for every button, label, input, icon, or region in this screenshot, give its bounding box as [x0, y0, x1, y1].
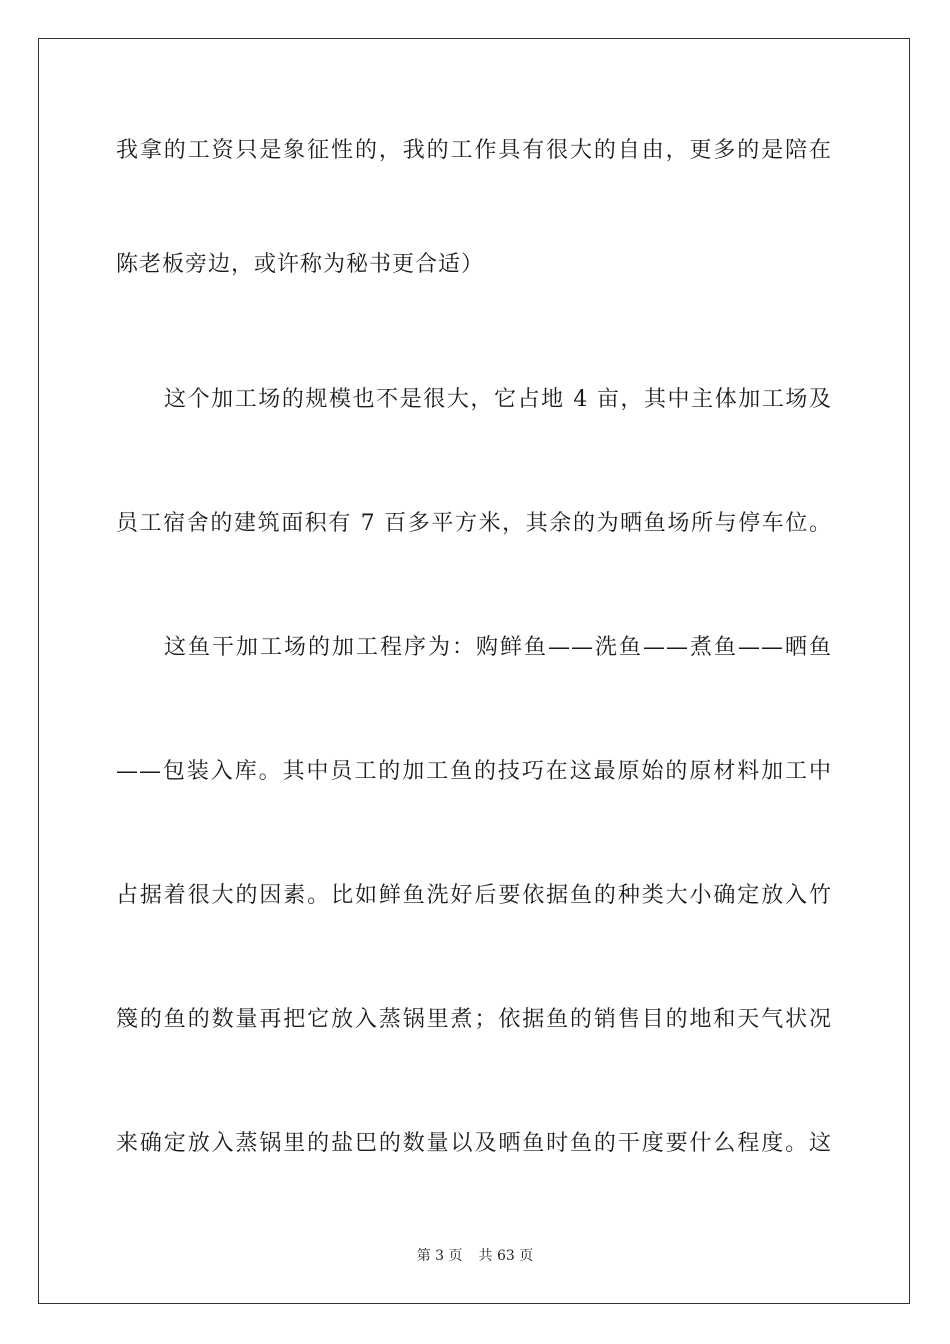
body-text-line: 员工宿舍的建筑面积有 7 百多平方米，其余的为晒鱼场所与停车位。 — [116, 511, 832, 536]
page-border — [38, 38, 910, 1304]
body-text-line: 陈老板旁边，或许称为秘书更合适） — [116, 252, 485, 277]
body-text-line: 这个加工场的规模也不是很大，它占地 4 亩，其中主体加工场及 — [164, 387, 832, 412]
body-text-line: 来确定放入蒸锅里的盐巴的数量以及晒鱼时鱼的干度要什么程度。这 — [116, 1131, 832, 1156]
body-text-line: 这鱼干加工场的加工程序为：购鲜鱼——洗鱼——煮鱼——晒鱼 — [164, 635, 832, 660]
body-text-line: 我拿的工资只是象征性的，我的工作具有很大的自由，更多的是陪在 — [116, 138, 832, 163]
page-footer — [0, 1246, 950, 1266]
page-number: 第 3 页 — [416, 1248, 463, 1264]
body-text-line: 占据着很大的因素。比如鲜鱼洗好后要依据鱼的种类大小确定放入竹 — [116, 883, 832, 908]
body-text-line: 篾的鱼的数量再把它放入蒸锅里煮；依据鱼的销售目的地和天气状况 — [116, 1007, 832, 1032]
body-text-line: ——包装入库。其中员工的加工鱼的技巧在这最原始的原材料加工中 — [116, 759, 832, 784]
total-pages: 共 63 页 — [478, 1248, 534, 1264]
